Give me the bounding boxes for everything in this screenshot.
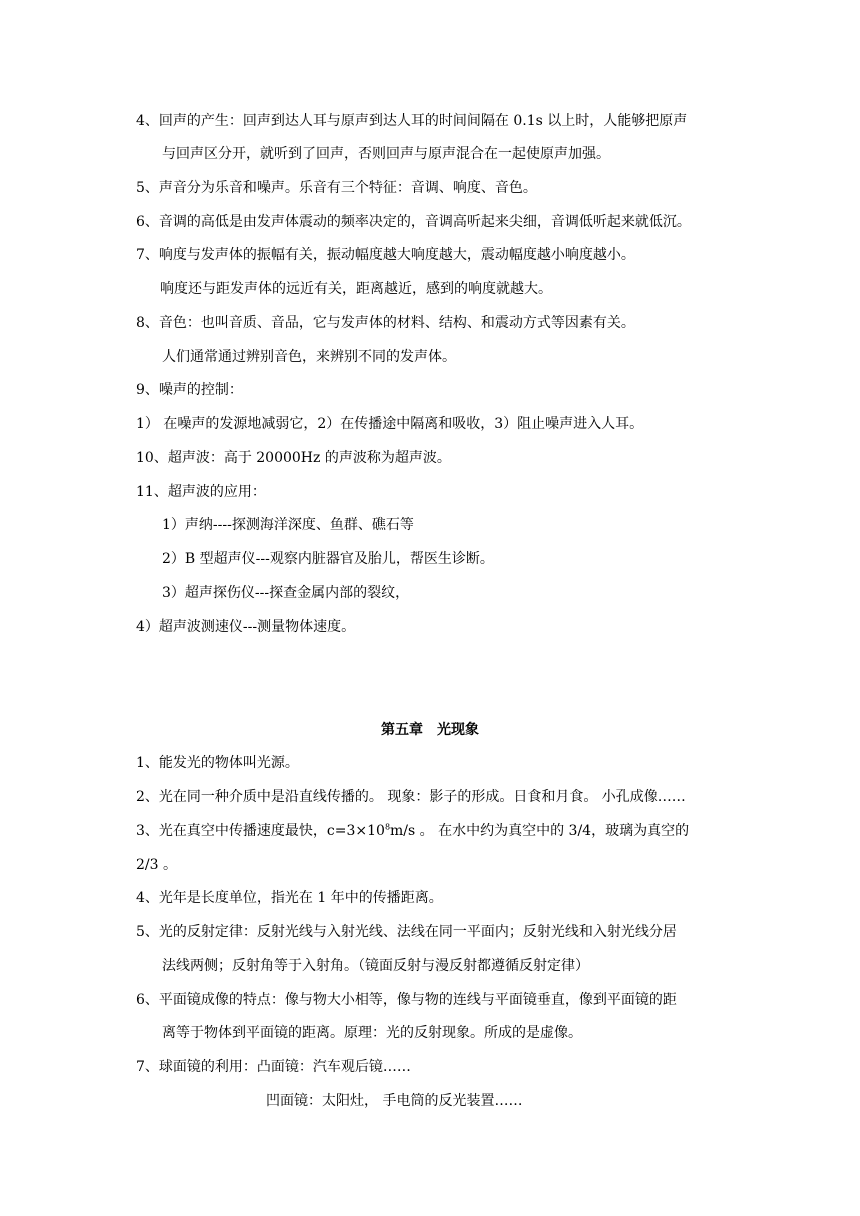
text-line: 2）B 型超声仪---观察内脏器官及胎儿，帮医生诊断。 — [162, 551, 494, 567]
text-line: 7、球面镜的利用：凸面镜：汽车观后镜…… — [136, 1059, 411, 1075]
text-line: 离等于物体到平面镜的距离。原理：光的反射现象。所成的是虚像。 — [162, 1025, 582, 1041]
text-line: 5、声音分为乐音和噪声。乐音有三个特征：音调、响度、音色。 — [136, 180, 537, 196]
text-line: 6、平面镜成像的特点：像与物大小相等，像与物的连线与平面镜垂直，像到平面镜的距 — [136, 992, 677, 1008]
text-segment: m/s 。 在水中约为真空中的 3/4，玻璃为真空的 — [390, 823, 690, 839]
text-line: 9、噪声的控制： — [136, 382, 243, 398]
text-line: 8、音色：也叫音质、音品，它与发声体的材料、结构、和震动方式等因素有关。 — [136, 315, 635, 331]
text-line: 1）声纳----探测海洋深度、鱼群、礁石等 — [162, 517, 414, 533]
text-line: 6、音调的高低是由发声体震动的频率决定的，音调高听起来尖细，音调低听起来就低沉。 — [136, 214, 691, 230]
text-segment: 3、光在真空中传播速度最快，c=3×10 — [136, 823, 385, 839]
text-line: 法线两侧；反射角等于入射角。（镜面反射与漫反射都遵循反射定律） — [162, 958, 589, 974]
text-line: 人们通常通过辨别音色，来辨别不同的发声体。 — [162, 349, 456, 365]
text-line: 4）超声波测速仪---测量物体速度。 — [136, 619, 356, 635]
text-line: 2/3 。 — [136, 857, 177, 873]
chapter-title: 第五章 光现象 — [381, 722, 479, 738]
text-line: 4、回声的产生：回声到达人耳与原声到达人耳的时间间隔在 0.1s 以上时，人能够把原声 — [136, 113, 688, 129]
text-line: 2、光在同一种介质中是沿直线传播的。 现象：影子的形成。日食和月食。 小孔成像…… — [136, 789, 686, 805]
text-line: 5、光的反射定律：反射光线与入射光线、法线在同一平面内；反射光线和入射光线分居 — [136, 924, 677, 940]
text-line: 1、能发光的物体叫光源。 — [136, 755, 299, 771]
text-line: 3）超声探伤仪---探查金属内部的裂纹， — [162, 585, 410, 601]
text-line: 凹面镜：太阳灶， 手电筒的反光装置…… — [266, 1093, 523, 1109]
text-line — [136, 821, 689, 841]
text-line: 4、光年是长度单位，指光在 1 年中的传播距离。 — [136, 890, 443, 906]
text-line: 10、超声波：高于 20000Hz 的声波称为超声波。 — [136, 450, 451, 466]
text-line: 响度还与距发声体的远近有关，距离越近，感到的响度就越大。 — [160, 281, 552, 297]
superscript: 8 — [384, 822, 391, 832]
text-line: 与回声区分开，就听到了回声，否则回声与原声混合在一起使原声加强。 — [162, 146, 610, 162]
text-line: 7、响度与发声体的振幅有关，振动幅度越大响度越大，震动幅度越小响度越小。 — [136, 247, 635, 263]
text-line: 11、超声波的应用： — [136, 484, 266, 500]
text-line: 1） 在噪声的发源地减弱它，2）在传播途中隔离和吸收，3）阻止噪声进入人耳。 — [136, 416, 644, 432]
